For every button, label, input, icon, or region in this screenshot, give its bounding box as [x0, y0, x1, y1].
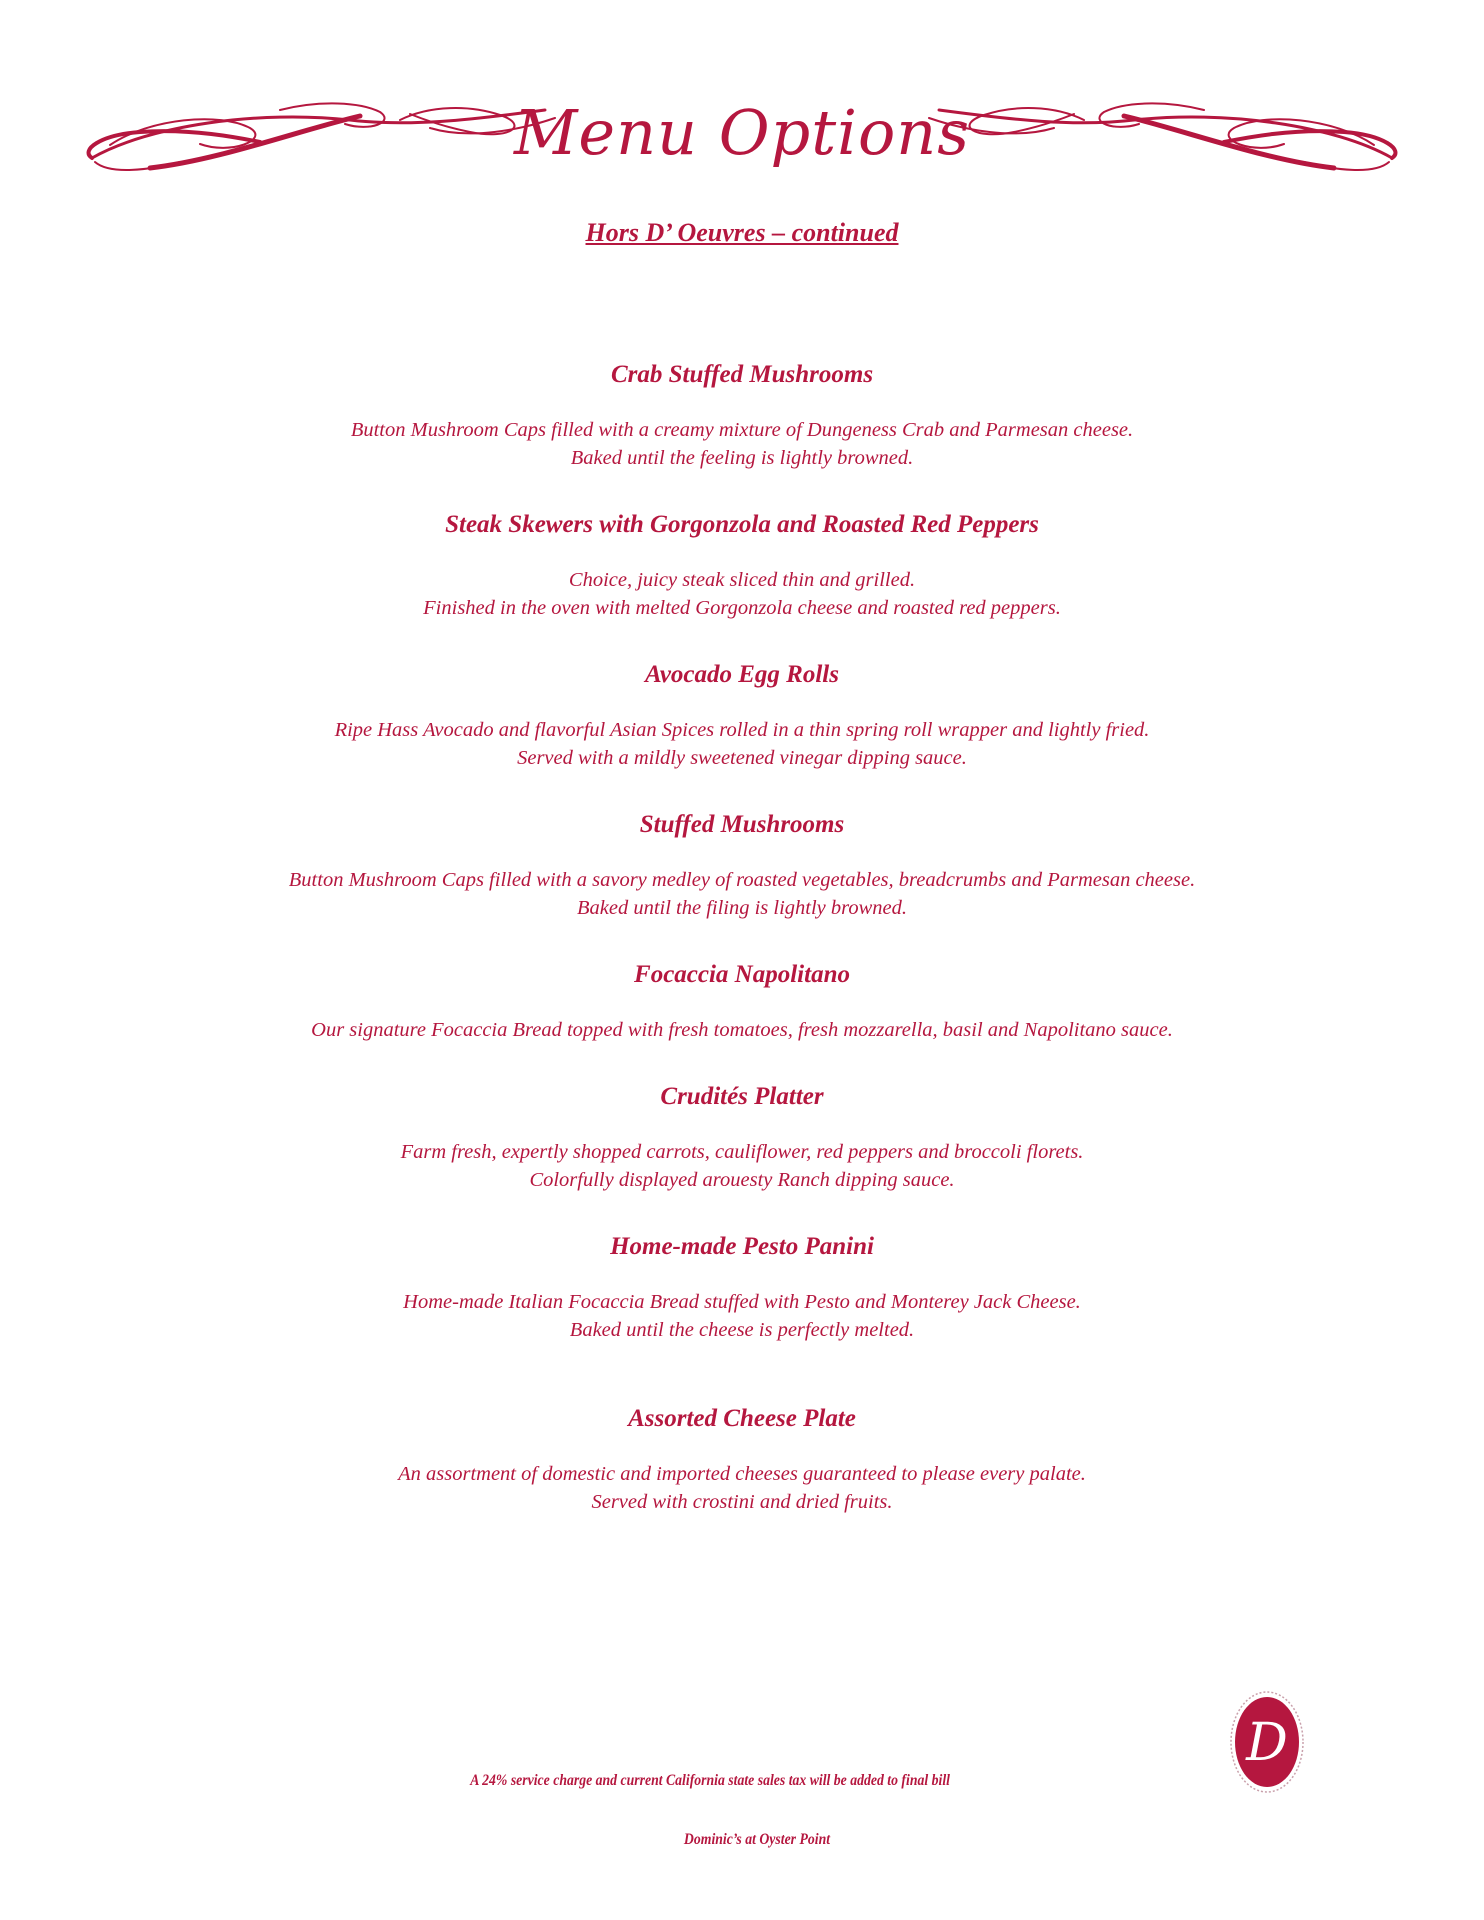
service-charge-note: A 24% service charge and current California state sales tax will be added to final bill — [470, 1772, 950, 1789]
restaurant-name: Dominic’s at Oyster Point — [683, 1831, 831, 1848]
menu-item — [0, 1082, 1484, 1194]
description-line: Farm fresh, expertly shopped carrots, cauliflower, red peppers and broccoli florets. — [400, 1141, 1084, 1163]
description-line: Button Mushroom Caps filled with a creamy mixture of Dungeness Crab and Parmesan cheese. — [350, 419, 1134, 441]
description-line: Our signature Focaccia Bread topped with fresh tomatoes, fresh mozzarella, basil and Napolitano sauce. — [311, 1019, 1173, 1041]
menu-item — [0, 660, 1484, 772]
menu-item — [0, 960, 1484, 1044]
menu-item-name: Stuffed Mushrooms — [639, 811, 845, 838]
menu-item-name: Avocado Egg Rolls — [645, 661, 839, 688]
description-line: Finished in the oven with melted Gorgonzola cheese and roasted red peppers. — [423, 597, 1061, 619]
page-title: Menu Options — [513, 96, 971, 169]
description-line: Baked until the cheese is perfectly melted. — [569, 1319, 915, 1341]
description-line: Colorfully displayed arouesty Ranch dipping sauce. — [529, 1169, 955, 1191]
menu-item — [0, 360, 1484, 472]
menu-item-name: Focaccia Napolitano — [634, 961, 850, 988]
menu-item-name: Steak Skewers with Gorgonzola and Roasted Red Peppers — [445, 511, 1039, 538]
section-heading: Hors D’ Oeuvres – continued — [585, 218, 899, 247]
menu-item-description — [0, 1288, 1484, 1344]
menu-item-name: Home-made Pesto Panini — [610, 1233, 874, 1260]
description-line: Served with crostini and dried fruits. — [591, 1491, 893, 1513]
menu-item-description — [0, 1460, 1484, 1516]
logo-letter: D — [1246, 1713, 1288, 1773]
description-line: Served with a mildly sweetened vinegar dipping sauce. — [517, 747, 967, 769]
description-line: Home-made Italian Focaccia Bread stuffed with Pesto and Monterey Jack Cheese. — [403, 1291, 1081, 1313]
menu-item-name: Crab Stuffed Mushrooms — [610, 361, 874, 388]
menu-item — [0, 1232, 1484, 1344]
menu-item-description — [0, 416, 1484, 472]
menu-item-description — [0, 1138, 1484, 1194]
menu-item-name: Crudités Platter — [660, 1083, 824, 1110]
menu-item — [0, 810, 1484, 922]
menu-item-description — [0, 716, 1484, 772]
page-header — [0, 80, 1484, 190]
menu-item — [0, 1404, 1484, 1516]
description-line: Baked until the filing is lightly browned. — [576, 897, 908, 919]
description-line: An assortment of domestic and imported cheeses guaranteed to please every palate. — [398, 1463, 1086, 1485]
menu-item — [0, 510, 1484, 622]
menu-item-description — [0, 866, 1484, 922]
description-line: Choice, juicy steak sliced thin and grilled. — [568, 569, 916, 591]
description-line: Baked until the feeling is lightly browned. — [570, 447, 914, 469]
menu-item-name: Assorted Cheese Plate — [628, 1405, 856, 1432]
menu-item-description — [0, 1016, 1484, 1044]
menu-list — [0, 360, 1484, 1516]
description-line: Ripe Hass Avocado and flavorful Asian Spices rolled in a thin spring roll wrapper and lightly fried. — [334, 719, 1150, 741]
description-line: Button Mushroom Caps filled with a savory medley of roasted vegetables, breadcrumbs and Parmesan cheese. — [288, 869, 1196, 891]
menu-item-description — [0, 566, 1484, 622]
